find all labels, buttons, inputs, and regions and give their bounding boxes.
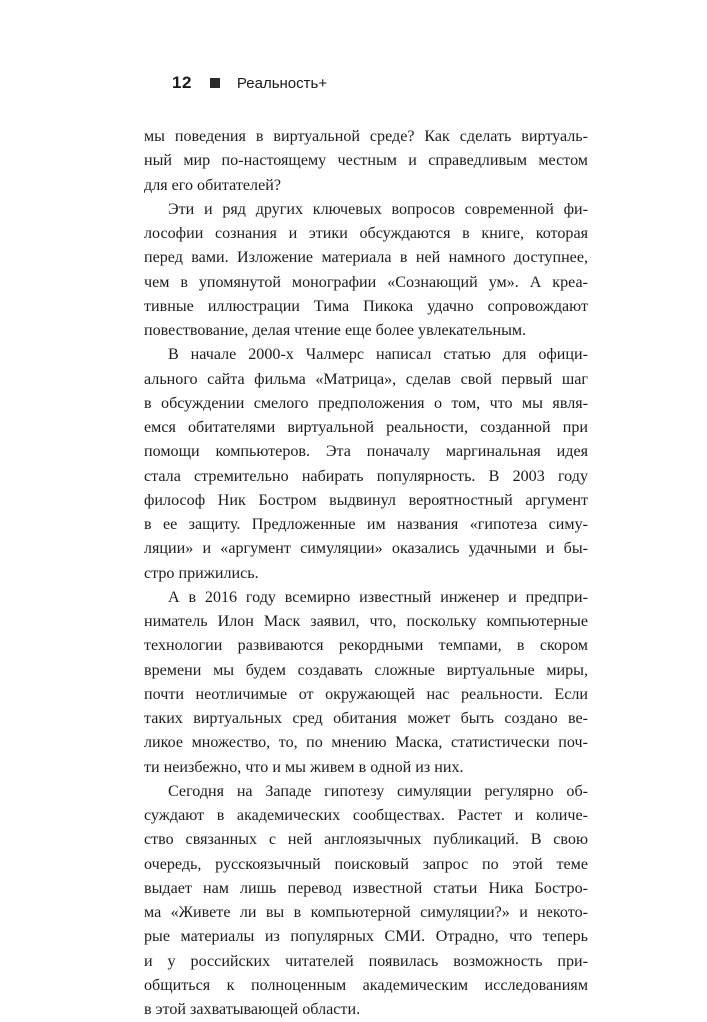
text-line: и у российских читателей появилась возможность при- bbox=[144, 952, 588, 970]
text-line: ального сайта фильма «Матрица», сделав свой первый шаг bbox=[144, 370, 588, 388]
text-line: очередь, русскоязычный поисковый запрос по этой теме bbox=[144, 855, 588, 873]
text-line: перед вами. Изложение материала в ней намного доступнее, bbox=[144, 249, 588, 267]
text-line: ти неизбежно, что и мы живем в одной из них. bbox=[144, 758, 464, 776]
section-title: Реальность+ bbox=[236, 74, 328, 92]
text-line: лософии сознания и этики обсуждаются в книге, которая bbox=[144, 225, 588, 242]
text-line: помощи компьютеров. Эта поначалу маргинальная идея bbox=[144, 443, 588, 461]
text-line: Эти и ряд других ключевых вопросов современной фи- bbox=[168, 200, 588, 218]
text-line: в ее защиту. Предложенные им названия «гипотеза симу- bbox=[144, 516, 588, 533]
text-line: рые материалы из популярных СМИ. Отрадно, что теперь bbox=[144, 928, 588, 946]
body-text bbox=[144, 125, 588, 1022]
text-line: мы поведения в виртуальной среде? Как сделать виртуаль- bbox=[144, 128, 588, 145]
text-line: суждают в академических сообществах. Растет и количе- bbox=[144, 807, 588, 824]
text-line: ство связанных с ней англоязычных публикаций. В свою bbox=[144, 831, 588, 849]
text-line: тивные иллюстрации Тима Пикока удачно сопровождают bbox=[144, 297, 588, 315]
text-line: стала стремительно набирать популярность. В 2003 году bbox=[144, 467, 588, 485]
text-line: ликое множество, то, по мнению Маска, статистически поч- bbox=[144, 734, 588, 752]
text-line: А в 2016 году всемирно известный инженер и предпри- bbox=[168, 588, 588, 606]
text-line: в обсуждении смелого предположения о том, что мы явля- bbox=[144, 394, 588, 412]
text-line: времени мы будем создавать сложные виртуальные миры, bbox=[144, 661, 588, 679]
text-line: В начале 2000-х Чалмерс написал статью для офици- bbox=[168, 346, 588, 364]
text-line: Сегодня на Западе гипотезу симуляции регулярно об- bbox=[168, 782, 588, 800]
text-line: таких виртуальных сред обитания может быть создано ве- bbox=[144, 710, 588, 727]
text-line: технологии развиваются рекордными темпами, в скором bbox=[144, 637, 588, 655]
text-line: ный мир по-настоящему честным и справедливым местом bbox=[144, 152, 588, 170]
text-line: почти неотличимые от окружающей нас реальности. Если bbox=[144, 685, 588, 703]
running-head bbox=[172, 72, 327, 94]
text-line: повествование, делая чтение еще более увлекательным. bbox=[144, 322, 527, 339]
text-line: ма «Живете ли вы в компьютерной симуляции?» и некото- bbox=[144, 904, 588, 921]
text-line: для его обитателей? bbox=[144, 176, 281, 194]
text-line: ниматель Илон Маск заявил, что, поскольку компьютерные bbox=[144, 613, 588, 630]
text-line: емся обитателями виртуальной реальности, созданной при bbox=[144, 419, 588, 436]
text-line: в этой захватывающей области. bbox=[144, 1001, 361, 1018]
text-line: выдает нам лишь перевод известной статьи Ника Бостро- bbox=[144, 879, 588, 897]
text-line: чем в упомянутой монографии «Сознающий ум». А креа- bbox=[144, 273, 588, 291]
text-line: общиться к полноценным академическим исследованиям bbox=[144, 976, 588, 994]
page-number: 12 bbox=[172, 73, 192, 92]
text-line: философ Ник Бостром выдвинул вероятностный аргумент bbox=[144, 491, 588, 509]
text-line: ляции» и «аргумент симуляции» оказались удачными и бы- bbox=[144, 540, 588, 558]
square-bullet-icon bbox=[210, 78, 220, 88]
text-line: стро прижились. bbox=[144, 564, 259, 582]
